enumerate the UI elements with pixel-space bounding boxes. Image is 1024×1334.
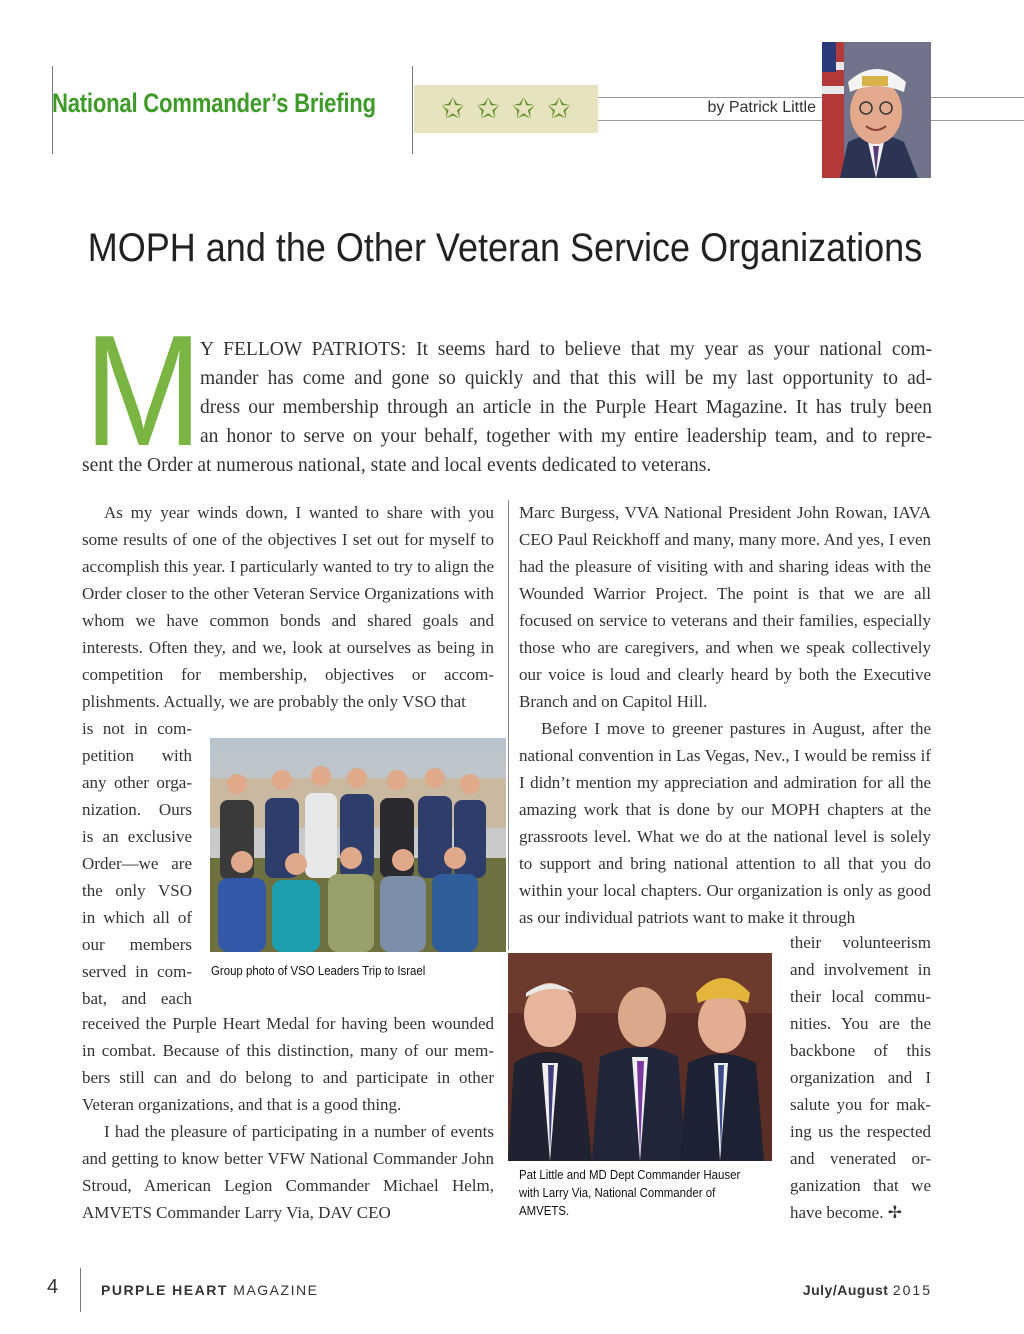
page-number: 4 xyxy=(47,1276,59,1298)
star-band xyxy=(414,85,598,133)
text-line: salute you for mak- xyxy=(790,1095,931,1114)
star-icon: ✩ xyxy=(476,92,500,125)
text-line: is not in com- xyxy=(82,719,192,738)
text-line: any other orga- xyxy=(82,773,192,792)
intro-line-last: sent the Order at numerous national, state and local events dedicated to veterans. xyxy=(82,455,712,476)
text-line: in which all of xyxy=(82,908,192,927)
issue-date xyxy=(700,1282,932,1298)
text-line: their local commu- xyxy=(790,987,931,1006)
paragraph: received the Purple Heart Medal for having been wounded in combat. Because of this distinction, many of our members still can and do belong to and participate in other Veteran organizations, and that is a good thing. xyxy=(82,1014,494,1114)
paragraph: Marc Burgess, VVA National President John Rowan, IAVA CEO Paul Reickhoff and many, many more. And yes, I even had the pleasure of visiting with and sharing ideas with the Wounded Warrior Project. The point is that we are all focused on service to veterans and their families, especially those who are caregivers, and when we speak collectively our voice is loud and clearly heard by both the Executive Branch and on Capitol Hill. xyxy=(519,503,931,711)
paragraph: As my year winds down, I wanted to share with you some results of one of the objectives I set out for myself to accomplish this year. I particularly wanted to try to align the Order closer to the other Veteran Service Organizations with whom we have common bonds and shared goals and interests. Often they, and we, look at ourselves as being in competition for membership, objectives or accomplishments. Actually, we are probably the only VSO that xyxy=(82,503,494,711)
text-line: bat, and each xyxy=(82,989,192,1008)
section-title: National Commander’s Briefing xyxy=(52,88,376,118)
intro-line: mander has come and gone so quickly and that this will be my last opportunity to ad- xyxy=(200,368,932,389)
text-line: is an exclusive xyxy=(82,827,192,846)
text-line: and involvement in xyxy=(790,960,931,979)
star-icon: ✩ xyxy=(441,92,465,125)
text-line: Order—we are xyxy=(82,854,192,873)
right-narrow-column xyxy=(790,929,931,1226)
issue-year: 2015 xyxy=(892,1282,932,1298)
article-title: MOPH and the Other Veteran Service Organizations xyxy=(87,226,923,270)
text-line: the only VSO xyxy=(82,881,192,900)
header-rule-bottom xyxy=(598,120,1024,121)
text-line: served in com- xyxy=(82,962,192,981)
text-line: have become. ✢ xyxy=(790,1203,902,1222)
text-line: our members xyxy=(82,935,192,954)
left-narrow-column xyxy=(82,715,192,1012)
text-line: petition with xyxy=(82,746,192,765)
text-line: backbone of this xyxy=(790,1041,931,1060)
right-column-top xyxy=(519,499,931,931)
text-line: nization. Ours xyxy=(82,800,192,819)
footer-divider xyxy=(80,1268,81,1312)
drop-cap: M xyxy=(84,303,203,479)
magazine-name-bold: PURPLE HEART xyxy=(101,1282,228,1298)
text-line: ganization that we xyxy=(790,1176,931,1195)
header-rule-top xyxy=(598,97,1024,98)
text-line: their volunteerism xyxy=(790,933,931,952)
author-portrait xyxy=(822,42,931,178)
paragraph: I had the pleasure of participating in a number of events and getting to know better VFW National Commander John Stroud, American Legion Commander Michael Helm, AMVETS Commander Larry Via, DAV CEO xyxy=(82,1122,494,1222)
trio-photo xyxy=(508,953,772,1161)
star-icon: ✩ xyxy=(547,92,571,125)
text-line: organization and I xyxy=(790,1068,931,1087)
text-line: ing us the respected xyxy=(790,1122,931,1141)
text-line: and venerated or- xyxy=(790,1149,931,1168)
group-photo xyxy=(210,738,506,952)
left-column-bottom xyxy=(82,1010,494,1226)
trio-photo-caption: Pat Little and MD Dept Commander Hauser with Larry Via, National Commander of AMVETS. xyxy=(519,1167,741,1218)
group-photo-caption: Group photo of VSO Leaders Trip to Israel xyxy=(211,963,426,978)
header-rule-mid xyxy=(412,66,413,154)
magazine-name-light: MAGAZINE xyxy=(233,1282,319,1298)
paragraph: Before I move to greener pastures in August, after the national convention in Las Vegas, Nev., I would be remiss if I didn’t mention my appreciation and admiration for all the amazing work that is done by our MOPH chapters at the grassroots level. What we do at the national level is solely to support and bring national attention to all that you do within your local chapters. Our organization is only as good as our individual patriots want to make it through xyxy=(519,719,931,927)
column-divider xyxy=(508,500,509,950)
intro-line: Y FELLOW PATRIOTS: It seems hard to believe that my year as your national com- xyxy=(200,339,932,360)
issue-month: July/August xyxy=(802,1282,889,1298)
text-line: nities. You are the xyxy=(790,1014,931,1033)
intro-line: an honor to serve on your behalf, together with my entire leadership team, and to repre- xyxy=(200,426,932,447)
magazine-name xyxy=(101,1282,318,1298)
star-icon: ✩ xyxy=(512,92,536,125)
left-column-top xyxy=(82,499,494,715)
byline: by Patrick Little xyxy=(707,99,816,116)
intro-line: dress our membership through an article in the Purple Heart Magazine. It has truly been xyxy=(200,397,932,418)
